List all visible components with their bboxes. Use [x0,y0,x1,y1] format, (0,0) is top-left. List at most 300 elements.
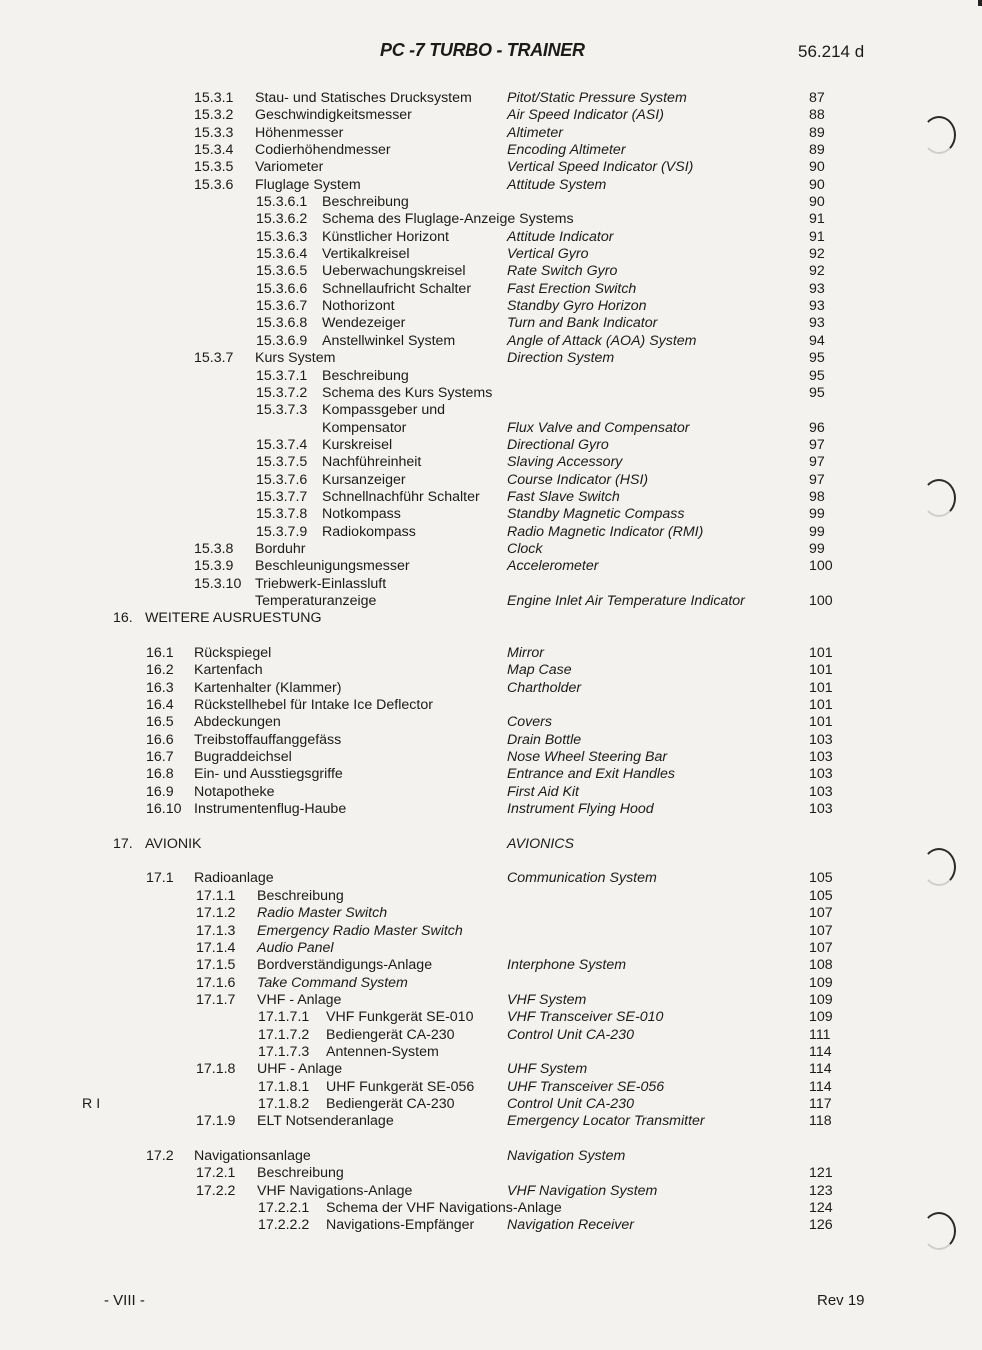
page-ref: 103 [809,766,833,783]
german-title: Navigations-Empfänger [326,1217,475,1234]
toc-row [0,125,982,142]
german-title: Ueberwachungskreisel [322,263,466,280]
section-number: 17.2.2.1 [258,1200,310,1216]
binder-hole-icon [922,479,956,517]
german-title: Take Command System [257,974,408,991]
english-title: Course Indicator (HSI) [507,471,649,488]
page-ref: 91 [809,211,825,228]
toc-row [0,420,982,437]
toc-row [0,680,982,697]
english-title: VHF System [507,991,587,1008]
english-title: Map Case [507,662,572,679]
toc-row [0,714,982,731]
toc-row [0,246,982,263]
toc-row [0,1183,982,1200]
section-number: 17.1.8 [196,1061,236,1078]
toc-row [0,368,982,385]
toc-row [0,732,982,749]
page-ref: 99 [809,523,825,540]
page-ref: 87 [809,90,825,106]
english-title: Accelerometer [507,558,599,575]
english-title: Control Unit CA-230 [507,1095,634,1112]
toc-row [0,437,982,454]
row-spacer [0,853,982,870]
page-ref: 97 [809,436,825,453]
binder-hole-icon [922,848,956,886]
section-number: 16. [113,610,133,627]
section-number: 15.3.7.6 [256,471,308,488]
section-number: 15.3.6.2 [256,211,308,228]
page-ref: 107 [809,939,833,956]
page-ref: 89 [809,142,825,159]
toc-row [0,610,982,627]
toc-row [0,90,982,107]
english-title: Fast Erection Switch [507,280,637,297]
german-title: UHF Funkgerät SE-056 [326,1078,475,1095]
english-title: Vertical Speed Indicator (VSI) [507,159,694,176]
page-ref: 91 [809,228,825,245]
section-number: 17.1.7.1 [258,1009,310,1026]
german-title: Bediengerät CA-230 [326,1095,455,1112]
toc-row [0,975,982,992]
section-number: 15.3.8 [194,540,234,557]
page-ref: 123 [809,1182,833,1199]
german-title: VHF Navigations-Anlage [257,1182,413,1199]
english-title: Turn and Bank Indicator [507,315,658,332]
section-number: 15.3.6.3 [256,228,308,245]
toc-row [0,1148,982,1165]
toc-row [0,489,982,506]
page-edge-mark [978,0,982,6]
section-number: 15.3.7.2 [256,384,308,401]
english-title: VHF Navigation System [507,1182,658,1199]
section-number: 17.2 [146,1147,174,1164]
german-title: Radiokompass [322,523,416,540]
section-number: 16.5 [146,714,174,731]
section-number: 16.9 [146,783,174,800]
toc-row [0,298,982,315]
german-title: Beschreibung [322,367,409,384]
german-title: Instrumentenflug-Haube [194,801,347,818]
german-title: Schnellaufricht Schalter [322,280,472,297]
section-number: 17.1.1 [196,887,236,904]
english-title: Instrument Flying Hood [507,801,654,818]
section-number: 17.1.9 [196,1113,236,1130]
german-title: Schema des Fluglage-Anzeige Systems [322,211,574,228]
english-title: Rate Switch Gyro [507,263,618,280]
page-ref: 101 [809,697,833,714]
toc-row [0,801,982,818]
german-title: Rückspiegel [194,645,272,661]
toc-row [0,1044,982,1061]
english-title: Navigation System [507,1147,626,1164]
document-number: 56.214 d [798,42,865,61]
german-title: Borduhr [255,540,306,557]
section-number: 17.1.7.3 [258,1043,310,1060]
german-title: Kompensator [322,419,407,436]
row-spacer [0,1131,982,1148]
page-ref: 107 [809,922,833,939]
english-title: Emergency Locator Transmitter [507,1113,705,1130]
section-number: 15.3.7.5 [256,454,308,471]
section-number: 15.3.6 [194,176,234,193]
toc-row [0,1113,982,1130]
german-title: Ein- und Ausstiegsgriffe [194,766,343,783]
toc-row [0,159,982,176]
english-title: Interphone System [507,957,627,974]
german-title: Radioanlage [194,870,274,887]
german-title: Kartenfach [194,662,263,679]
page-ref: 95 [809,384,825,401]
german-title: Beschreibung [257,887,344,904]
section-number: 17. [113,835,133,852]
german-title: Stau- und Statisches Drucksystem [255,90,472,106]
english-title: Angle of Attack (AOA) System [507,332,697,349]
english-title: Communication System [507,870,657,887]
toc-row [0,593,982,610]
german-title: Emergency Radio Master Switch [257,922,463,939]
toc-row [0,454,982,471]
toc-row [0,905,982,922]
section-number: 15.3.7.8 [256,506,308,523]
english-title: First Aid Kit [507,783,579,800]
english-title: Air Speed Indicator (ASI) [507,107,664,124]
page-ref: 99 [809,506,825,523]
page-ref: 100 [809,592,833,609]
page-ref: 90 [809,159,825,176]
page-ref: 105 [809,887,833,904]
table-of-contents [0,90,982,1235]
english-title: Attitude Indicator [507,228,614,245]
toc-row [0,662,982,679]
toc-row [0,645,982,662]
section-number: 15.3.7.1 [256,367,308,384]
page-ref: 90 [809,194,825,211]
toc-row [0,766,982,783]
toc-row [0,229,982,246]
toc-row [0,211,982,228]
page-ref: 103 [809,731,833,748]
section-number: 16.7 [146,749,174,766]
page-ref: 114 [809,1061,832,1078]
german-title: AVIONIK [145,835,202,852]
toc-row [0,402,982,419]
toc-row [0,697,982,714]
section-number: 17.1.7 [196,991,236,1008]
toc-row [0,558,982,575]
toc-row [0,870,982,887]
page-ref: 97 [809,471,825,488]
german-title: Temperaturanzeige [255,592,377,609]
section-number: 16.4 [146,697,174,714]
toc-row [0,836,982,853]
english-title: UHF System [507,1061,588,1078]
page-ref: 93 [809,280,825,297]
section-number: 16.10 [146,801,182,818]
page-ref: 93 [809,298,825,315]
page-ref: 92 [809,263,825,280]
german-title: Notkompass [322,506,401,523]
german-title: Abdeckungen [194,714,281,731]
english-title: Navigation Receiver [507,1217,634,1234]
section-number: 15.3.6.9 [256,332,308,349]
german-title: ELT Notsenderanlage [257,1113,394,1130]
section-number: 17.2.2 [196,1182,236,1199]
german-title: Beschreibung [322,194,409,211]
german-title: VHF Funkgerät SE-010 [326,1009,474,1026]
english-title: Radio Magnetic Indicator (RMI) [507,523,704,540]
english-title: Vertical Gyro [507,246,589,263]
german-title: Schema des Kurs Systems [322,384,493,401]
german-title: Beschleunigungsmesser [255,558,410,575]
page-ref: 95 [809,350,825,367]
section-number: 15.3.10 [194,575,242,592]
english-title: Chartholder [507,679,582,696]
toc-row [0,107,982,124]
toc-row [0,281,982,298]
english-title: Engine Inlet Air Temperature Indicator [507,592,745,609]
page-ref: 101 [809,662,833,679]
german-title: Geschwindigkeitsmesser [255,107,412,124]
page-ref: 109 [809,1009,833,1026]
english-title: Standby Gyro Horizon [507,298,647,315]
revision-mark: R I [82,1095,101,1112]
german-title: Codierhöhendmesser [255,142,391,159]
page-ref: 90 [809,176,825,193]
page-ref: 114 [809,1043,832,1060]
german-title: Anstellwinkel System [322,332,456,349]
german-title: Vertikalkreisel [322,246,410,263]
toc-row [0,1200,982,1217]
toc-row [0,940,982,957]
toc-row [0,333,982,350]
page-ref: 108 [809,957,833,974]
german-title: Kompassgeber und [322,402,446,419]
section-number: 17.2.1 [196,1165,236,1182]
section-number: 16.3 [146,679,174,696]
page-ref: 89 [809,124,825,141]
toc-row [0,315,982,332]
page-ref: 111 [809,1026,831,1043]
toc-row [0,472,982,489]
toc-row [0,923,982,940]
section-number: 17.1.8.2 [258,1095,310,1112]
page-ref: 117 [809,1095,832,1112]
page-ref: 114 [809,1078,832,1095]
page-ref: 126 [809,1217,833,1234]
english-title: Entrance and Exit Handles [507,766,675,783]
page-ref: 101 [809,645,833,661]
section-number: 16.1 [146,645,174,661]
toc-row [0,1009,982,1026]
page-ref: 124 [809,1200,833,1216]
german-title: Künstlicher Horizont [322,228,449,245]
german-title: Kurs System [255,350,336,367]
german-title: Triebwerk-Einlassluft [255,575,387,592]
toc-row [0,524,982,541]
row-spacer [0,628,982,645]
german-title: Bediengerät CA-230 [326,1026,455,1043]
english-title: Mirror [507,645,545,661]
section-number: 15.3.5 [194,159,234,176]
toc-row [0,1096,982,1113]
section-number: 17.1.2 [196,905,236,922]
german-title: Fluglage System [255,176,361,193]
english-title: Slaving Accessory [507,454,623,471]
section-number: 15.3.7.4 [256,436,308,453]
english-title: Nose Wheel Steering Bar [507,749,668,766]
toc-row [0,350,982,367]
german-title: Kursanzeiger [322,471,406,488]
english-title: UHF Transceiver SE-056 [507,1078,665,1095]
section-number: 17.1.3 [196,922,236,939]
section-number: 17.1.7.2 [258,1026,310,1043]
revision-label: Rev 19 [817,1292,865,1309]
toc-row [0,888,982,905]
toc-row [0,1061,982,1078]
page-ref: 107 [809,905,833,922]
english-title: Altimeter [507,124,563,141]
section-number: 17.1.6 [196,974,236,991]
toc-row [0,957,982,974]
english-title: Drain Bottle [507,731,582,748]
section-number: 16.6 [146,731,174,748]
toc-row [0,385,982,402]
toc-row [0,506,982,523]
section-number: 15.3.7 [194,350,234,367]
page-ref: 109 [809,991,833,1008]
page-ref: 99 [809,540,825,557]
section-number: 15.3.3 [194,124,234,141]
row-spacer [0,818,982,835]
page-ref: 98 [809,488,825,505]
page-ref: 101 [809,679,833,696]
english-title: VHF Transceiver SE-010 [507,1009,664,1026]
section-number: 15.3.7.3 [256,402,308,419]
english-title: Attitude System [507,176,607,193]
german-title: Notapotheke [194,783,275,800]
german-title: Bordverständigungs-Anlage [257,957,433,974]
english-title: Encoding Altimeter [507,142,626,159]
section-number: 17.1.4 [196,939,236,956]
german-title: Nachführeinheit [322,454,422,471]
german-title: Antennen-System [326,1043,439,1060]
toc-row [0,1027,982,1044]
page-ref: 96 [809,419,825,436]
page-number: - VIII - [104,1292,145,1309]
english-title: Control Unit CA-230 [507,1026,634,1043]
toc-row [0,576,982,593]
page-ref: 95 [809,367,825,384]
page-ref: 109 [809,974,833,991]
page-ref: 105 [809,870,833,887]
german-title: WEITERE AUSRUESTUNG [145,610,322,627]
german-title: Höhenmesser [255,124,344,141]
page-ref: 103 [809,749,833,766]
english-title: Covers [507,714,552,731]
binder-hole-icon [922,1212,956,1250]
english-title: Directional Gyro [507,436,609,453]
english-title: Flux Valve and Compensator [507,419,690,436]
toc-row [0,177,982,194]
english-title: Standby Magnetic Compass [507,506,685,523]
german-title: Kurskreisel [322,436,393,453]
page-title: PC -7 TURBO - TRAINER [380,40,585,60]
page-ref: 97 [809,454,825,471]
toc-row [0,142,982,159]
toc-row [0,194,982,211]
section-number: 15.3.6.4 [256,246,308,263]
english-title: Fast Slave Switch [507,488,620,505]
german-title: Rückstellhebel für Intake Ice Deflector [194,697,433,714]
german-title: Radio Master Switch [257,905,388,922]
binder-hole-icon [922,116,956,154]
german-title: Audio Panel [257,939,334,956]
toc-row [0,263,982,280]
german-title: VHF - Anlage [257,991,342,1008]
english-title: Pitot/Static Pressure System [507,90,687,106]
toc-row [0,784,982,801]
section-number: 17.1.5 [196,957,236,974]
english-title: Direction System [507,350,615,367]
page-ref: 101 [809,714,833,731]
toc-row [0,1217,982,1234]
section-number: 15.3.7.9 [256,523,308,540]
section-number: 17.1.8.1 [258,1078,310,1095]
page-ref: 103 [809,783,833,800]
section-number: 15.3.4 [194,142,234,159]
page-ref: 118 [809,1113,832,1130]
page-ref: 92 [809,246,825,263]
section-number: 16.2 [146,662,174,679]
german-title: Wendezeiger [322,315,406,332]
section-number: 16.8 [146,766,174,783]
german-title: Beschreibung [257,1165,344,1182]
german-title: Variometer [255,159,324,176]
page-ref: 100 [809,558,833,575]
section-number: 15.3.7.7 [256,488,308,505]
toc-row [0,1165,982,1182]
german-title: Schnellnachführ Schalter [322,488,480,505]
page-ref: 121 [809,1165,833,1182]
page-ref: 94 [809,332,825,349]
toc-row [0,1079,982,1096]
page-ref: 103 [809,801,833,818]
german-title: Navigationsanlage [194,1147,311,1164]
section-number: 15.3.6.5 [256,263,308,280]
german-title: Schema der VHF Navigations-Anlage [326,1200,562,1216]
section-number: 15.3.2 [194,107,234,124]
section-number: 15.3.1 [194,90,234,106]
german-title: Bugraddeichsel [194,749,292,766]
toc-row [0,541,982,558]
section-number: 17.1 [146,870,174,887]
section-number: 15.3.6.8 [256,315,308,332]
section-number: 15.3.6.1 [256,194,308,211]
english-title: Clock [507,540,543,557]
section-number: 17.2.2.2 [258,1217,310,1234]
english-title: AVIONICS [507,835,575,852]
section-number: 15.3.6.6 [256,280,308,297]
german-title: Nothorizont [322,298,395,315]
page-ref: 88 [809,107,825,124]
german-title: UHF - Anlage [257,1061,343,1078]
toc-row [0,992,982,1009]
toc-row [0,749,982,766]
section-number: 15.3.9 [194,558,234,575]
page-ref: 93 [809,315,825,332]
section-number: 15.3.6.7 [256,298,308,315]
